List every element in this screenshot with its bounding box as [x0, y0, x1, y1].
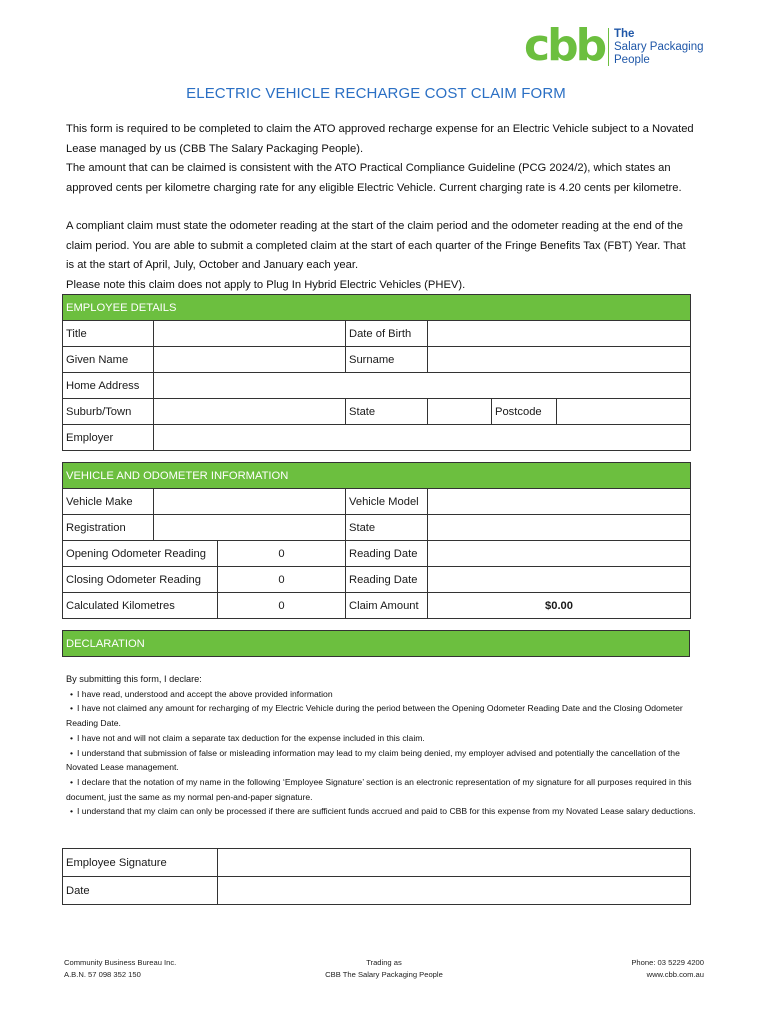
- intro-text: [66, 120, 696, 295]
- home-address-field[interactable]: [154, 373, 691, 399]
- logo-divider: [608, 28, 609, 66]
- dob-label: Date of Birth: [346, 321, 428, 347]
- claim-amount-value: $0.00: [428, 593, 691, 619]
- employee-signature-label: Employee Signature: [63, 849, 218, 877]
- logo-line-3: People: [614, 54, 650, 66]
- suburb-field[interactable]: [154, 399, 346, 425]
- opening-reading-date-label: Reading Date: [346, 541, 428, 567]
- logo-line-1: The: [614, 28, 635, 40]
- intro-paragraph-4: Please note this claim does not apply to Plug In Hybrid Electric Vehicles (PHEV).: [66, 278, 466, 291]
- closing-odometer-field[interactable]: 0: [218, 567, 346, 593]
- intro-paragraph-2: The amount that can be claimed is consistent with the ATO Practical Compliance Guideline (PCG 2024/2), which states an approved cents per kilometre charging rate for any eligible Electric Vehicle. Current charging rate is 4.20 cents per kilometre.: [66, 162, 682, 194]
- logo-mark: cbb: [524, 20, 605, 71]
- opening-reading-date-field[interactable]: [428, 541, 691, 567]
- vehicle-state-field[interactable]: [428, 515, 691, 541]
- footer-trading-as: Trading as: [366, 958, 402, 967]
- declaration-item: • I have read, understood and accept the above provided information: [70, 688, 333, 699]
- dob-field[interactable]: [428, 321, 691, 347]
- surname-label: Surname: [346, 347, 428, 373]
- given-name-label: Given Name: [63, 347, 154, 373]
- postcode-label: Postcode: [492, 399, 557, 425]
- vehicle-model-label: Vehicle Model: [346, 489, 428, 515]
- vehicle-state-label: State: [346, 515, 428, 541]
- declaration-item: • I have not claimed any amount for recharging of my Electric Vehicle during the period between the Opening Odometer Reading Date and the Closing Odometer Reading Date.: [66, 703, 683, 729]
- logo-tagline: [614, 28, 704, 67]
- title-field[interactable]: [154, 321, 346, 347]
- home-address-label: Home Address: [63, 373, 154, 399]
- surname-field[interactable]: [428, 347, 691, 373]
- footer-contact: [631, 957, 704, 981]
- vehicle-header: VEHICLE AND ODOMETER INFORMATION: [63, 463, 691, 489]
- calculated-km-label: Calculated Kilometres: [63, 593, 218, 619]
- vehicle-make-label: Vehicle Make: [63, 489, 154, 515]
- form-title: ELECTRIC VEHICLE RECHARGE COST CLAIM FORM: [186, 85, 566, 102]
- registration-field[interactable]: [154, 515, 346, 541]
- closing-reading-date-label: Reading Date: [346, 567, 428, 593]
- declaration-item: • I understand that my claim can only be processed if there are sufficient funds accrued and paid to CBB for this expense from my Novated Lease salary deductions.: [70, 806, 696, 817]
- calculated-km-value: 0: [218, 593, 346, 619]
- declaration-text: [66, 672, 706, 819]
- declaration-header: DECLARATION: [63, 631, 690, 657]
- vehicle-make-field[interactable]: [154, 489, 346, 515]
- opening-odometer-field[interactable]: 0: [218, 541, 346, 567]
- signature-date-label: Date: [63, 877, 218, 905]
- employee-signature-field[interactable]: [218, 849, 691, 877]
- vehicle-odometer-table: [62, 462, 691, 619]
- employee-details-table: [62, 294, 691, 451]
- claim-amount-label: Claim Amount: [346, 593, 428, 619]
- declaration-item: • I have not and will not claim a separate tax deduction for the expense included in this claim.: [70, 732, 425, 743]
- footer-abn: A.B.N. 57 098 352 150: [64, 970, 141, 979]
- given-name-field[interactable]: [154, 347, 346, 373]
- declaration-intro: By submitting this form, I declare:: [66, 674, 202, 684]
- state-field[interactable]: [428, 399, 492, 425]
- footer-company-name: Community Business Bureau Inc.: [64, 958, 177, 967]
- signature-date-field[interactable]: [218, 877, 691, 905]
- logo-line-2: Salary Packaging: [614, 41, 704, 53]
- cbb-logo: [524, 20, 724, 71]
- registration-label: Registration: [63, 515, 154, 541]
- employee-details-header: EMPLOYEE DETAILS: [63, 295, 691, 321]
- closing-odometer-label: Closing Odometer Reading: [63, 567, 218, 593]
- declaration-item: • I declare that the notation of my name in the following ‘Employee Signature’ section is an electronic representation of my signature for all purposes required in this document, just the same as my normal pen-and-paper signature.: [66, 776, 692, 802]
- closing-reading-date-field[interactable]: [428, 567, 691, 593]
- declaration-item: • I understand that submission of false or misleading information may lead to my claim being denied, my employer advised and potentially the cancellation of the Novated Lease management.: [66, 747, 680, 773]
- intro-paragraph-3: A compliant claim must state the odometer reading at the start of the claim period and the odometer reading at the end of the claim period. You are able to submit a completed claim at the start of each quarter of the Fringe Benefits Tax (FBT) Year. That is at the start of April, July, October and January each year.: [66, 220, 686, 271]
- vehicle-model-field[interactable]: [428, 489, 691, 515]
- declaration-table: [62, 630, 690, 657]
- footer-phone: Phone: 03 5229 4200: [631, 958, 704, 967]
- signature-table: [62, 848, 691, 905]
- footer-trading-name: CBB The Salary Packaging People: [325, 970, 443, 979]
- employer-field[interactable]: [154, 425, 691, 451]
- state-label: State: [346, 399, 428, 425]
- suburb-label: Suburb/Town: [63, 399, 154, 425]
- footer-website: www.cbb.com.au: [646, 970, 704, 979]
- title-label: Title: [63, 321, 154, 347]
- intro-paragraph-1: This form is required to be completed to claim the ATO approved recharge expense for an Electric Vehicle subject to a Novated Lease managed by us (CBB The Salary Packaging People).: [66, 123, 694, 155]
- postcode-field[interactable]: [557, 399, 691, 425]
- opening-odometer-label: Opening Odometer Reading: [63, 541, 218, 567]
- declaration-list: [66, 687, 706, 819]
- employer-label: Employer: [63, 425, 154, 451]
